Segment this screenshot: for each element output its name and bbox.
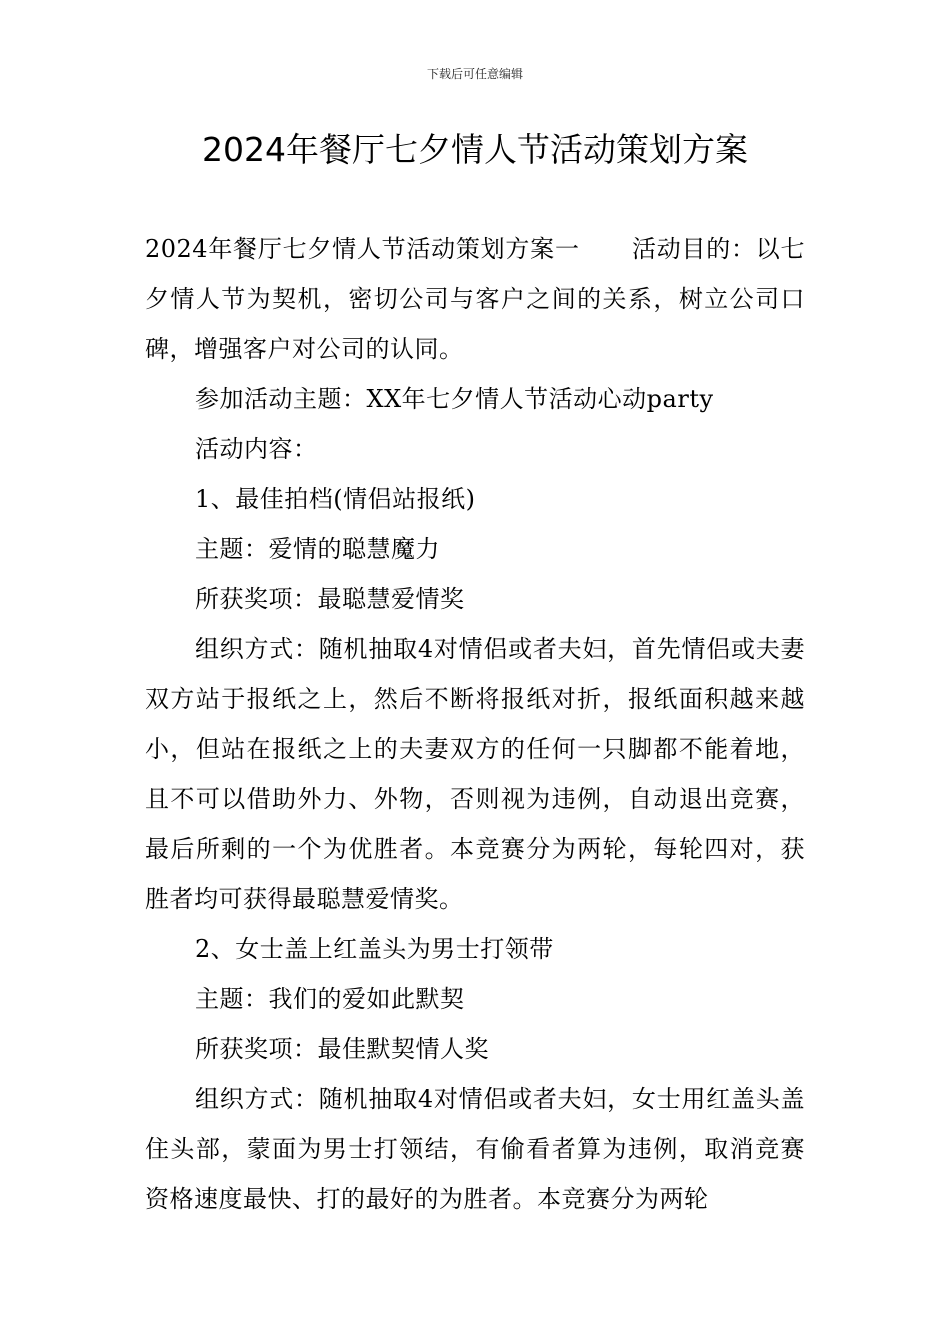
intro-paragraph: [145, 224, 805, 374]
paragraph-content-heading: 活动内容：: [195, 435, 318, 463]
paragraph-item-1-heading: 1、最佳拍档(情侣站报纸): [195, 485, 476, 513]
document-title: 2024年餐厅七夕情人节活动策划方案: [202, 130, 748, 169]
paragraph-item-2-award: 所获奖项：最佳默契情人奖: [195, 1035, 489, 1063]
paragraph-item-2-method: 组织方式：随机抽取4对情侣或者夫妇，女士用红盖头盖住头部，蒙面为男士打领结，有偷看者算为违例，取消竞赛资格速度最快、打的最好的为胜者。本竞赛分为两轮: [145, 1085, 805, 1213]
intro-body: 活动目的：以七夕情人节为契机，密切公司与客户之间的关系，树立公司口碑，增强客户对公司的认同。: [145, 235, 806, 363]
paragraph-item-2-heading: 2、女士盖上红盖头为男士打领带: [195, 935, 554, 963]
paragraph-item-2-theme: 主题：我们的爱如此默契: [195, 985, 465, 1013]
paragraph-item-1-award: 所获奖项：最聪慧爱情奖: [195, 585, 465, 613]
intro-title: 2024年餐厅七夕情人节活动策划方案一: [145, 235, 580, 263]
header-note: 下载后可任意编辑: [426, 67, 523, 81]
paragraph-item-1-theme: 主题：爱情的聪慧魔力: [195, 535, 440, 563]
document-body: [145, 224, 805, 1224]
paragraph-theme: 参加活动主题：XX年七夕情人节活动心动party: [195, 385, 714, 413]
paragraph-item-1-method: 组织方式：随机抽取4对情侣或者夫妇，首先情侣或夫妻双方站于报纸之上，然后不断将报纸对折，报纸面积越来越小，但站在报纸之上的夫妻双方的任何一只脚都不能着地，且不可以借助外力、外物，否则视为违例，自动退出竞赛，最后所剩的一个为优胜者。本竞赛分为两轮，每轮四对，获胜者均可获得最聪慧爱情奖。: [145, 635, 805, 913]
